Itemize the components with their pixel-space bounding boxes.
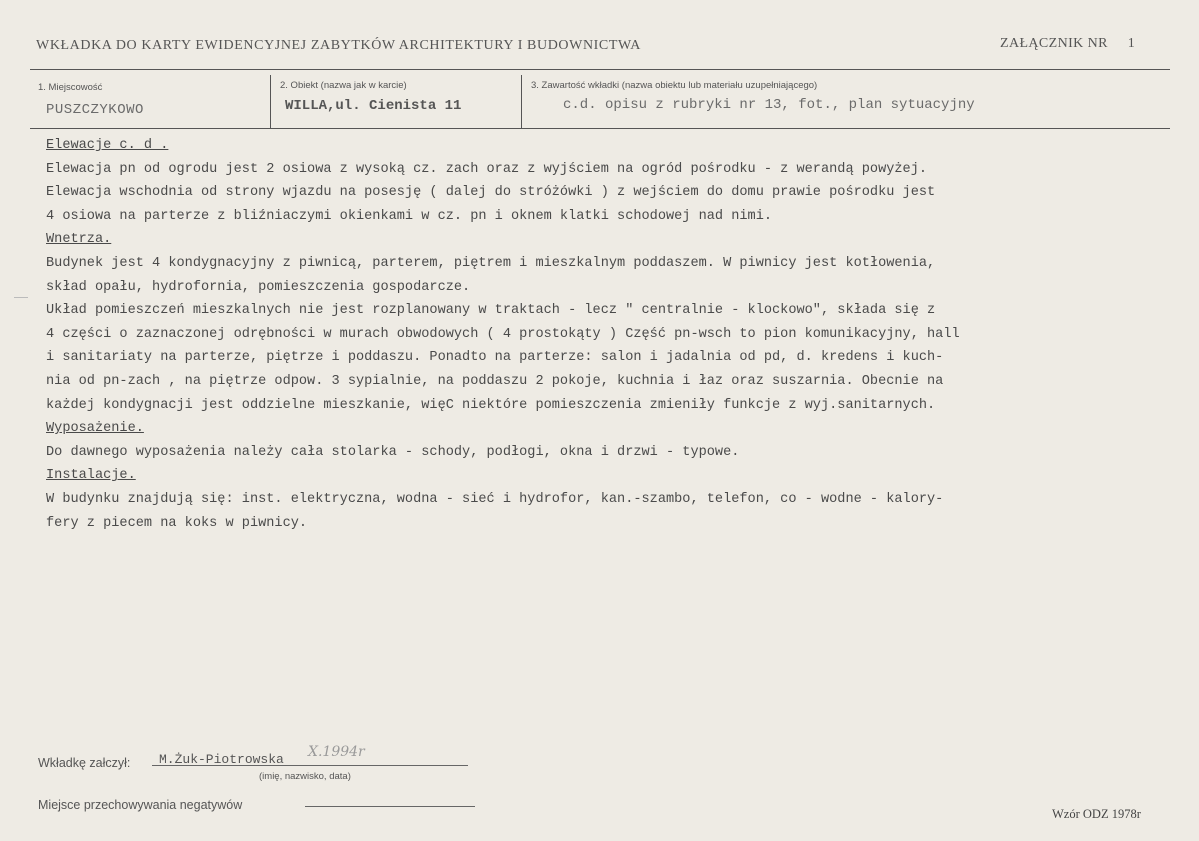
margin-tick [14, 297, 28, 298]
text-line: i sanitariaty na parterze, piętrze i poddaszu. Ponadto na parterze: salon i jadalnia od pd, d. kredens i kuch- [46, 350, 944, 366]
template-mark: Wzór ODZ 1978r [1052, 807, 1141, 821]
text-line: fery z piecem na koks w piwnicy. [46, 515, 308, 531]
section-heading: Wnetrza. [46, 232, 112, 248]
section-heading: Elewacje c. d . [46, 138, 169, 153]
storage-line [305, 806, 475, 807]
text-line: skład opału, hydrofornia, pomieszczenia gospodarcze. [46, 279, 471, 295]
inserted-by-label: Wkładkę załczył: [38, 756, 131, 770]
field-divider-1 [270, 75, 271, 128]
inserted-by-name: M.Żuk-Piotrowska [159, 752, 284, 767]
signature-line [152, 765, 468, 766]
text-line: W budynku znajdują się: inst. elektryczna, wodna - sieć i hydrofor, kan.-szambo, telefon, co - wodne - kalory- [46, 491, 944, 507]
top-rule [30, 69, 1170, 70]
text-line: Elewacja pn od ogrodu jest 2 osiowa z wysoką cz. zach oraz z wyjściem na ogród pośrodku - z werandą powyżej. [46, 161, 928, 177]
content-label: 3. Zawartość wkładki (nazwa obiektu lub materiału uzupełniającego) [531, 80, 818, 91]
content-value: c.d. opisu z rubryki nr 13, fot., plan sytuacyjny [563, 97, 975, 113]
text-line: Układ pomieszczeń mieszkalnych nie jest rozplanowany w traktach - lecz " centralnie - klockowo", składa się z [46, 303, 936, 319]
form-title: WKŁADKA DO KARTY EWIDENCYJNEJ ZABYTKÓW ARCHITEKTURY I BUDOWNICTWA [36, 38, 641, 53]
text-line: nia od pn-zach , na piętrze odpow. 3 sypialnie, na poddaszu 2 pokoje, kuchnia i łaz oraz suszarnia. Obecnie na [46, 373, 944, 389]
field-divider-2 [521, 75, 522, 128]
annex-label: ZAŁĄCZNIK NR [1000, 36, 1108, 51]
object-label: 2. Obiekt (nazwa jak w karcie) [280, 80, 407, 91]
text-line: Do dawnego wyposażenia należy cała stolarka - schody, podłogi, okna i drzwi - typowe. [46, 444, 740, 460]
section-heading: Instalacje. [46, 468, 136, 484]
storage-label: Miejsce przechowywania negatywów [38, 798, 243, 812]
place-value: PUSZCZYKOWO [46, 102, 144, 118]
text-line: Budynek jest 4 kondygnacyjny z piwnicą, parterem, piętrem i mieszkalnym poddaszem. W piwnicy jest kotłowenia, [46, 255, 936, 271]
object-value: WILLA,ul. Cienista 11 [285, 98, 462, 114]
description-body [46, 134, 1171, 535]
text-line: 4 części o zaznaczonej odrębności w murach obwodowych ( 4 prostokąty ) Część pn-wsch to pion komunikacyjny, hall [46, 326, 960, 342]
signature-hint: (imię, nazwisko, data) [259, 771, 351, 782]
place-label: 1. Miejscowość [38, 82, 103, 93]
annex-number [1000, 36, 1135, 52]
text-line: 4 osiowa na parterze z bliźniaczymi okienkami w cz. pn i oknem klatki schodowej nad nimi. [46, 208, 773, 224]
text-line: Elewacja wschodnia od strony wjazdu na posesję ( dalej do stróżówki ) z wejściem do domu prawie pośrodku jest [46, 185, 936, 201]
section-heading: Wyposażenie. [46, 421, 144, 437]
annex-value: 1 [1127, 36, 1136, 51]
fields-bottom-rule [30, 128, 1170, 129]
text-line: każdej kondygnacji jest oddzielne mieszkanie, więC niektóre pomieszczenia zmieniły funkcje z wyj.sanitarnych. [46, 397, 936, 413]
handwritten-date: X.1994r [308, 744, 365, 760]
